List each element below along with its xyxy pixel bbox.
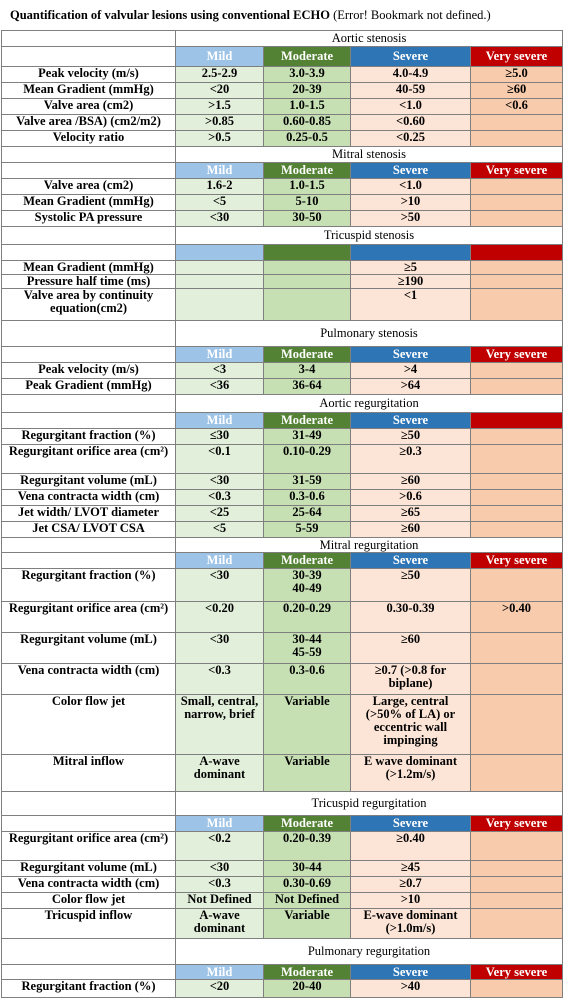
row-label: Regurgitant orifice area (cm²) xyxy=(2,602,176,633)
value-severe: 40-59 xyxy=(351,83,471,99)
value-very-severe: ≥5.0 xyxy=(471,67,563,83)
row-label: Peak velocity (m/s) xyxy=(2,67,176,83)
header-severe: Severe xyxy=(351,347,471,363)
table-row xyxy=(2,474,563,490)
value-moderate: 0.20-0.29 xyxy=(264,602,351,633)
value-mild: <0.3 xyxy=(176,664,264,695)
row-label: Velocity ratio xyxy=(2,131,176,147)
value-very-severe xyxy=(471,445,563,474)
value-moderate: Not Defined xyxy=(264,893,351,909)
value-moderate: 0.30-0.69 xyxy=(264,877,351,893)
value-severe: <0.60 xyxy=(351,115,471,131)
row-label: Peak velocity (m/s) xyxy=(2,363,176,379)
value-mild xyxy=(176,275,264,289)
value-moderate: 30-44 45-59 xyxy=(264,633,351,664)
row-label: Peak Gradient (mmHg) xyxy=(2,379,176,395)
value-mild: <30 xyxy=(176,474,264,490)
value-very-severe: <0.6 xyxy=(471,99,563,115)
value-very-severe xyxy=(471,275,563,289)
value-mild: ≤30 xyxy=(176,429,264,445)
table-row xyxy=(2,755,563,792)
value-very-severe xyxy=(471,115,563,131)
value-moderate: 25-64 xyxy=(264,506,351,522)
value-severe: <0.25 xyxy=(351,131,471,147)
table-row xyxy=(2,490,563,506)
table-row xyxy=(2,445,563,474)
value-severe: ≥60 xyxy=(351,633,471,664)
value-moderate: 0.60-0.85 xyxy=(264,115,351,131)
header-mild: Mild xyxy=(176,816,264,832)
table-row xyxy=(2,379,563,395)
value-mild: <0.20 xyxy=(176,602,264,633)
header-moderate: Moderate xyxy=(264,163,351,179)
severity-header-row xyxy=(2,816,563,832)
severity-header-row xyxy=(2,965,563,980)
blank-cell xyxy=(2,321,176,347)
value-severe: ≥45 xyxy=(351,861,471,877)
value-very-severe xyxy=(471,474,563,490)
value-mild: <0.1 xyxy=(176,445,264,474)
valvular-lesions-table xyxy=(1,30,563,998)
table-row xyxy=(2,131,563,147)
value-moderate: 0.3-0.6 xyxy=(264,664,351,695)
blank-cell xyxy=(2,31,176,47)
value-severe: >64 xyxy=(351,379,471,395)
header-mild: Mild xyxy=(176,163,264,179)
table-row xyxy=(2,261,563,275)
section-title-row xyxy=(2,147,563,163)
section-title-mitral-regurgitation: Mitral regurgitation xyxy=(176,538,563,553)
value-very-severe xyxy=(471,522,563,538)
header-severe: Severe xyxy=(351,965,471,980)
value-moderate: Variable xyxy=(264,909,351,939)
value-mild xyxy=(176,289,264,321)
table-row xyxy=(2,664,563,695)
value-very-severe: >0.40 xyxy=(471,602,563,633)
header-severe xyxy=(351,245,471,261)
value-mild: <30 xyxy=(176,861,264,877)
value-very-severe xyxy=(471,569,563,602)
blank-cell xyxy=(2,939,176,965)
value-mild: <3 xyxy=(176,363,264,379)
blank-cell xyxy=(2,163,176,179)
table-row xyxy=(2,115,563,131)
blank-cell xyxy=(2,792,176,816)
section-title-row xyxy=(2,939,563,965)
value-mild: Not Defined xyxy=(176,893,264,909)
table-row xyxy=(2,429,563,445)
header-very-severe: Very severe xyxy=(471,965,563,980)
value-severe: ≥0.40 xyxy=(351,832,471,861)
value-severe: ≥190 xyxy=(351,275,471,289)
header-moderate: Moderate xyxy=(264,413,351,429)
value-mild: <20 xyxy=(176,83,264,99)
value-mild: <30 xyxy=(176,211,264,227)
value-severe: ≥50 xyxy=(351,569,471,602)
value-severe: ≥60 xyxy=(351,522,471,538)
table-row xyxy=(2,363,563,379)
row-label: Color flow jet xyxy=(2,893,176,909)
blank-cell xyxy=(2,347,176,363)
table-row xyxy=(2,289,563,321)
value-mild: <25 xyxy=(176,506,264,522)
value-very-severe xyxy=(471,195,563,211)
value-mild: <5 xyxy=(176,522,264,538)
table-row xyxy=(2,633,563,664)
header-moderate: Moderate xyxy=(264,816,351,832)
blank-cell xyxy=(2,965,176,980)
value-mild: <20 xyxy=(176,980,264,998)
header-very-severe: Very severe xyxy=(471,347,563,363)
row-label: Valve area by continuity equation(cm2) xyxy=(2,289,176,321)
value-very-severe xyxy=(471,832,563,861)
section-title-pulmonary-regurgitation: Pulmonary regurgitation xyxy=(176,939,563,965)
section-title-aortic-stenosis: Aortic stenosis xyxy=(176,31,563,47)
header-mild: Mild xyxy=(176,965,264,980)
value-very-severe xyxy=(471,695,563,755)
value-moderate: 20-40 xyxy=(264,980,351,998)
value-very-severe xyxy=(471,363,563,379)
value-severe: 0.30-0.39 xyxy=(351,602,471,633)
section-title-row xyxy=(2,321,563,347)
row-label: Vena contracta width (cm) xyxy=(2,490,176,506)
row-label: Regurgitant fraction (%) xyxy=(2,569,176,602)
value-severe: ≥0.7 xyxy=(351,877,471,893)
value-mild xyxy=(176,261,264,275)
value-very-severe xyxy=(471,633,563,664)
table-row xyxy=(2,980,563,998)
blank-cell xyxy=(2,553,176,569)
severity-header-row xyxy=(2,47,563,67)
value-severe: E wave dominant (>1.2m/s) xyxy=(351,755,471,792)
title-note: (Error! Bookmark not defined.) xyxy=(333,8,491,22)
value-very-severe xyxy=(471,877,563,893)
value-very-severe xyxy=(471,490,563,506)
value-mild: <36 xyxy=(176,379,264,395)
header-severe: Severe xyxy=(351,413,471,429)
value-moderate: 0.10-0.29 xyxy=(264,445,351,474)
header-moderate: Moderate xyxy=(264,553,351,569)
section-title-aortic-regurgitation: Aortic regurgitation xyxy=(176,395,563,413)
value-mild: >1.5 xyxy=(176,99,264,115)
value-mild: <30 xyxy=(176,633,264,664)
header-very-severe xyxy=(471,245,563,261)
header-very-severe: Very severe xyxy=(471,47,563,67)
row-label: Systolic PA pressure xyxy=(2,211,176,227)
value-severe: ≥50 xyxy=(351,429,471,445)
table-row xyxy=(2,506,563,522)
blank-cell xyxy=(2,816,176,832)
section-title-tricuspid-regurgitation: Tricuspid regurgitation xyxy=(176,792,563,816)
value-moderate: 0.25-0.5 xyxy=(264,131,351,147)
row-label: Pressure half time (ms) xyxy=(2,275,176,289)
value-very-severe xyxy=(471,179,563,195)
value-severe: ≥65 xyxy=(351,506,471,522)
row-label: Mean Gradient (mmHg) xyxy=(2,195,176,211)
table-row xyxy=(2,275,563,289)
header-moderate: Moderate xyxy=(264,347,351,363)
value-moderate: 1.0-1.5 xyxy=(264,99,351,115)
value-mild: >0.5 xyxy=(176,131,264,147)
value-moderate: 1.0-1.5 xyxy=(264,179,351,195)
row-label: Valve area (cm2) xyxy=(2,179,176,195)
value-severe: ≥0.3 xyxy=(351,445,471,474)
value-moderate: Variable xyxy=(264,695,351,755)
header-very-severe: Very severe xyxy=(471,163,563,179)
table-row xyxy=(2,211,563,227)
table-row xyxy=(2,877,563,893)
table-row xyxy=(2,893,563,909)
value-moderate: 20-39 xyxy=(264,83,351,99)
blank-cell xyxy=(2,147,176,163)
value-very-severe xyxy=(471,506,563,522)
value-very-severe xyxy=(471,664,563,695)
blank-cell xyxy=(2,538,176,553)
value-severe: >50 xyxy=(351,211,471,227)
value-severe: >10 xyxy=(351,195,471,211)
value-moderate: 36-64 xyxy=(264,379,351,395)
header-moderate: Moderate xyxy=(264,965,351,980)
table-row xyxy=(2,909,563,939)
table-row xyxy=(2,861,563,877)
value-very-severe xyxy=(471,755,563,792)
header-mild: Mild xyxy=(176,347,264,363)
header-moderate xyxy=(264,245,351,261)
value-mild: Small, central, narrow, brief xyxy=(176,695,264,755)
value-very-severe xyxy=(471,980,563,998)
section-title-row xyxy=(2,538,563,553)
value-moderate: 3.0-3.9 xyxy=(264,67,351,83)
header-moderate: Moderate xyxy=(264,47,351,67)
table-row xyxy=(2,99,563,115)
row-label: Regurgitant fraction (%) xyxy=(2,980,176,998)
value-moderate xyxy=(264,261,351,275)
table-row xyxy=(2,602,563,633)
value-severe: ≥0.7 (>0.8 for biplane) xyxy=(351,664,471,695)
value-very-severe xyxy=(471,909,563,939)
severity-header-row xyxy=(2,553,563,569)
value-mild: A-wave dominant xyxy=(176,909,264,939)
value-severe: <1.0 xyxy=(351,99,471,115)
value-moderate xyxy=(264,289,351,321)
value-very-severe xyxy=(471,211,563,227)
table-row xyxy=(2,83,563,99)
row-label: Color flow jet xyxy=(2,695,176,755)
header-severe: Severe xyxy=(351,163,471,179)
header-very-severe xyxy=(471,413,563,429)
value-severe: >0.6 xyxy=(351,490,471,506)
row-label: Mean Gradient (mmHg) xyxy=(2,261,176,275)
row-label: Regurgitant orifice area (cm²) xyxy=(2,445,176,474)
value-moderate: 30-44 xyxy=(264,861,351,877)
value-moderate: 0.3-0.6 xyxy=(264,490,351,506)
blank-cell xyxy=(2,47,176,67)
table-row xyxy=(2,695,563,755)
value-mild: <30 xyxy=(176,569,264,602)
value-very-severe: ≥60 xyxy=(471,83,563,99)
header-very-severe: Very severe xyxy=(471,816,563,832)
value-severe: <1 xyxy=(351,289,471,321)
value-moderate: 31-59 xyxy=(264,474,351,490)
section-title-pulmonary-stenosis: Pulmonary stenosis xyxy=(176,321,563,347)
value-mild: >0.85 xyxy=(176,115,264,131)
value-severe: <1.0 xyxy=(351,179,471,195)
header-very-severe: Very severe xyxy=(471,553,563,569)
row-label: Regurgitant volume (mL) xyxy=(2,633,176,664)
blank-cell xyxy=(2,413,176,429)
table-row xyxy=(2,67,563,83)
severity-header-row xyxy=(2,413,563,429)
value-moderate: Variable xyxy=(264,755,351,792)
value-mild: 1.6-2 xyxy=(176,179,264,195)
value-severe: >40 xyxy=(351,980,471,998)
value-very-severe xyxy=(471,289,563,321)
value-moderate: 0.20-0.39 xyxy=(264,832,351,861)
value-severe: Large, central (>50% of LA) or eccentric wall impinging xyxy=(351,695,471,755)
row-label: Jet width/ LVOT diameter xyxy=(2,506,176,522)
row-label: Regurgitant orifice area (cm²) xyxy=(2,832,176,861)
row-label: Vena contracta width (cm) xyxy=(2,877,176,893)
page-title xyxy=(0,0,563,30)
severity-header-row xyxy=(2,245,563,261)
value-very-severe xyxy=(471,379,563,395)
section-title-row xyxy=(2,395,563,413)
value-severe: 4.0-4.9 xyxy=(351,67,471,83)
header-mild xyxy=(176,245,264,261)
value-very-severe xyxy=(471,429,563,445)
row-label: Mean Gradient (mmHg) xyxy=(2,83,176,99)
table-row xyxy=(2,569,563,602)
value-mild: <0.2 xyxy=(176,832,264,861)
value-very-severe xyxy=(471,261,563,275)
row-label: Regurgitant volume (mL) xyxy=(2,861,176,877)
section-title-row xyxy=(2,227,563,245)
table-row xyxy=(2,195,563,211)
row-label: Valve area /BSA) (cm2/m2) xyxy=(2,115,176,131)
row-label: Mitral inflow xyxy=(2,755,176,792)
value-severe: ≥5 xyxy=(351,261,471,275)
section-title-row xyxy=(2,31,563,47)
table-row xyxy=(2,522,563,538)
value-mild: <0.3 xyxy=(176,877,264,893)
value-mild: <5 xyxy=(176,195,264,211)
value-very-severe xyxy=(471,861,563,877)
section-title-mitral-stenosis: Mitral stenosis xyxy=(176,147,563,163)
row-label: Jet CSA/ LVOT CSA xyxy=(2,522,176,538)
value-mild: <0.3 xyxy=(176,490,264,506)
row-label: Regurgitant fraction (%) xyxy=(2,429,176,445)
value-moderate xyxy=(264,275,351,289)
value-moderate: 30-39 40-49 xyxy=(264,569,351,602)
title-main: Quantification of valvular lesions using conventional ECHO xyxy=(10,8,330,22)
value-moderate: 31-49 xyxy=(264,429,351,445)
value-very-severe xyxy=(471,131,563,147)
value-moderate: 5-10 xyxy=(264,195,351,211)
severity-header-row xyxy=(2,347,563,363)
header-severe: Severe xyxy=(351,816,471,832)
value-moderate: 30-50 xyxy=(264,211,351,227)
value-severe: E-wave dominant (>1.0m/s) xyxy=(351,909,471,939)
row-label: Regurgitant volume (mL) xyxy=(2,474,176,490)
value-mild: A-wave dominant xyxy=(176,755,264,792)
blank-cell xyxy=(2,227,176,245)
value-very-severe xyxy=(471,893,563,909)
blank-cell xyxy=(2,395,176,413)
section-title-row xyxy=(2,792,563,816)
value-severe: >4 xyxy=(351,363,471,379)
table-row xyxy=(2,179,563,195)
value-severe: >10 xyxy=(351,893,471,909)
value-mild: 2.5-2.9 xyxy=(176,67,264,83)
blank-cell xyxy=(2,245,176,261)
severity-header-row xyxy=(2,163,563,179)
section-title-tricuspid-stenosis: Tricuspid stenosis xyxy=(176,227,563,245)
table-row xyxy=(2,832,563,861)
header-mild: Mild xyxy=(176,47,264,67)
row-label: Valve area (cm2) xyxy=(2,99,176,115)
value-severe: ≥60 xyxy=(351,474,471,490)
row-label: Vena contracta width (cm) xyxy=(2,664,176,695)
value-moderate: 3-4 xyxy=(264,363,351,379)
value-moderate: 5-59 xyxy=(264,522,351,538)
header-mild: Mild xyxy=(176,553,264,569)
row-label: Tricuspid inflow xyxy=(2,909,176,939)
header-severe: Severe xyxy=(351,47,471,67)
header-severe: Severe xyxy=(351,553,471,569)
header-mild: Mild xyxy=(176,413,264,429)
